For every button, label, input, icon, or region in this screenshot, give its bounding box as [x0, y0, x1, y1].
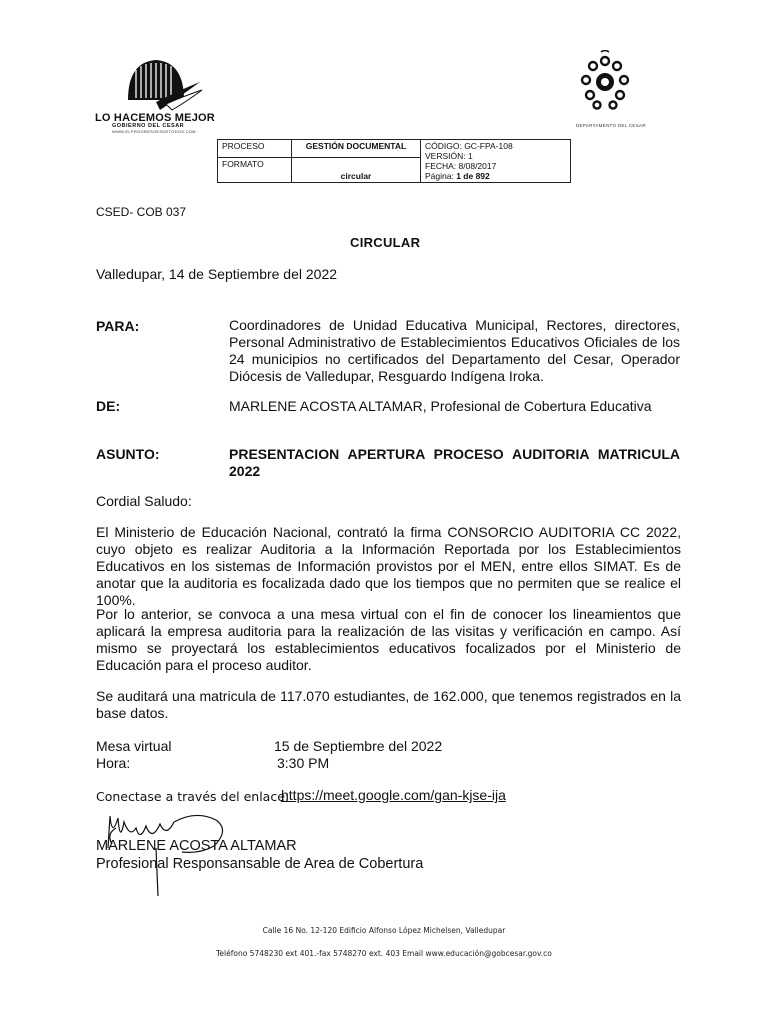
version-text: VERSIÓN: 1: [425, 151, 473, 161]
para-label: PARA:: [96, 318, 140, 334]
signer-title: Profesional Responsansable de Area de Cobertura: [96, 856, 424, 872]
document-title: CIRCULAR: [350, 235, 421, 250]
mesa-label: Mesa virtual: [96, 738, 172, 754]
hora-label: Hora:: [96, 755, 131, 771]
asunto-label: ASUNTO:: [96, 446, 160, 462]
paragraph-1: El Ministerio de Educación Nacional, contrató la firma CONSORCIO AUDITORIA CC 2022, cuyo objeto es realizar Auditoria a la Información Reportada por los Establecimientos Educativos en los sistemas de Información provistos por el MEN, entre ellos SIMAT. Es de anotar que la auditoria es focalizada dado que los tiempos que no permiten que se realice el 100%.: [96, 524, 681, 608]
department-seal-icon: [575, 50, 635, 115]
paragraph-2: Por lo anterior, se convoca a una mesa virtual con el fin de conocer los lineamientos que aplicará la empresa auditoria para la realización de las visitas y verificación en campo. Así mismo se proyectará los establecimientos educativos focalizados por el Ministerio de Educación para el proceso auditor.: [96, 606, 681, 673]
signer-name: MARLENE ACOSTA ALTAMAR: [96, 838, 297, 854]
greeting: Cordial Saludo:: [96, 493, 192, 509]
document-code-cell: [421, 140, 571, 183]
paragraph-3: Se auditará una matricula de 117.070 estudiantes, de 162.000, que tenemos registrados en la base datos.: [96, 688, 681, 721]
pagina-text: Página: 1 de 892: [425, 171, 490, 181]
government-website: WWW.ELPROGRESOESDETODOS.COM: [112, 129, 196, 134]
hora-value: 3:30 PM: [277, 755, 330, 771]
document-control-table: [217, 139, 571, 183]
date-line: Valledupar, 14 de Septiembre del 2022: [96, 266, 338, 282]
para-recipients: Coordinadores de Unidad Educativa Municipal, Rectores, directores, Personal Administrativo de Establecimientos Educativos Oficiales de los 24 municipios no certificados del Departamento del Cesar, Operador Diócesis de Valledupar, Resguardo Indígena Iroka.: [229, 317, 680, 384]
footer-contact: Teléfono 5748230 ext 401.-fax 5748270 ext. 403 Email www.educación@gobcesar.gov.co: [216, 949, 552, 958]
meeting-link[interactable]: https://meet.google.com/gan-kjse-ija: [281, 787, 506, 803]
footer-address: Calle 16 No. 12-120 Edificio Alfonso López Michelsen, Valledupar: [262, 926, 506, 935]
seal-caption: DEPARTAMENTO DEL CESAR: [576, 123, 646, 128]
proceso-value: GESTIÓN DOCUMENTAL: [292, 140, 421, 158]
de-sender: MARLENE ACOSTA ALTAMAR, Profesional de Cobertura Educativa: [229, 398, 652, 414]
codigo-text: CÓDIGO: GC-FPA-108: [425, 141, 513, 151]
mesa-date: 15 de Septiembre del 2022: [274, 738, 443, 754]
formato-value: circular: [292, 158, 421, 183]
formato-label: FORMATO: [218, 158, 292, 183]
proceso-label: PROCESO: [218, 140, 292, 158]
government-name: GOBIERNO DEL CESAR: [112, 123, 185, 129]
circular-reference: CSED- COB 037: [96, 205, 187, 219]
asunto-subject: PRESENTACION APERTURA PROCESO AUDITORIA MATRICULA 2022: [229, 446, 680, 479]
de-label: DE:: [96, 398, 121, 414]
connect-label: Conectase a través del enlace:: [96, 789, 290, 804]
slogan: LO HACEMOS MEJOR: [95, 112, 215, 124]
fecha-text: FECHA: 8/08/2017: [425, 161, 497, 171]
